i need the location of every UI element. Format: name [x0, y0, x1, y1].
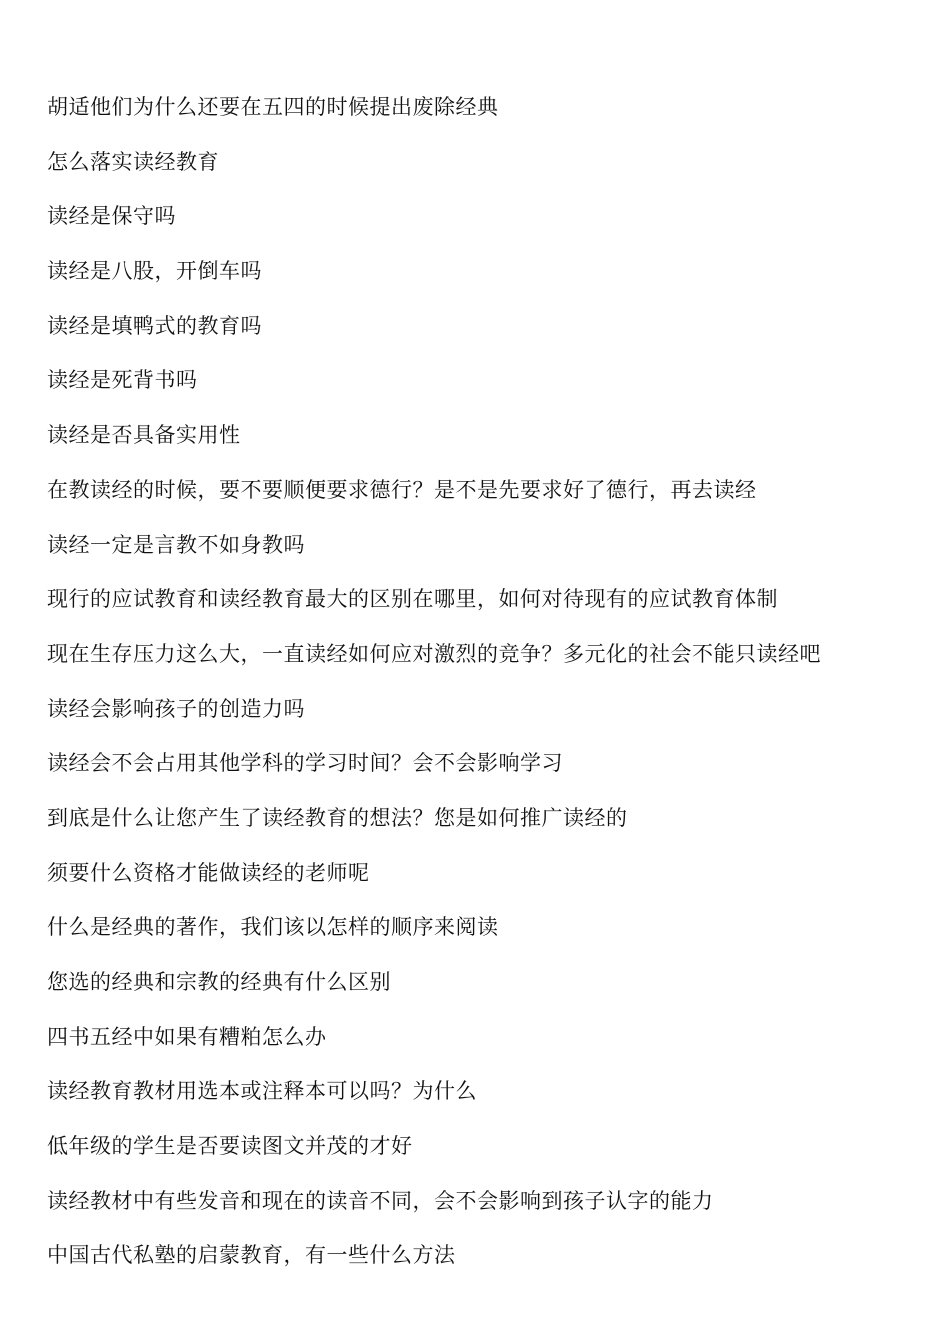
question-line: 低年级的学生是否要读图文并茂的才好 — [47, 1134, 413, 1159]
question-line: 读经一定是言教不如身教吗 — [47, 532, 305, 557]
question-line: 读经会不会占用其他学科的学习时间？会不会影响学习 — [47, 751, 563, 776]
question-line: 读经是八股，开倒车吗 — [47, 259, 262, 284]
question-line: 读经教材中有些发音和现在的读音不同，会不会影响到孩子认字的能力 — [47, 1188, 714, 1213]
question-line: 怎么落实读经教育 — [47, 149, 219, 174]
question-line: 读经会影响孩子的创造力吗 — [47, 696, 305, 721]
question-line: 胡适他们为什么还要在五四的时候提出废除经典 — [47, 95, 499, 119]
question-line: 读经是否具备实用性 — [47, 423, 241, 448]
question-line: 读经是死背书吗 — [47, 368, 198, 393]
question-line: 四书五经中如果有糟粕怎么办 — [47, 1024, 327, 1049]
question-line: 读经是填鸭式的教育吗 — [47, 313, 262, 338]
question-line: 到底是什么让您产生了读经教育的想法？您是如何推广读经的 — [47, 805, 628, 830]
question-line: 您选的经典和宗教的经典有什么区别 — [47, 970, 391, 994]
question-line: 须要什么资格才能做读经的老师呢 — [47, 860, 370, 885]
question-line: 读经是保守吗 — [47, 204, 176, 229]
question-line: 现在生存压力这么大，一直读经如何应对激烈的竞争？多元化的社会不能只读经吧 — [47, 641, 821, 666]
question-list — [47, 93, 907, 1296]
question-line: 什么是经典的著作，我们该以怎样的顺序来阅读 — [47, 915, 499, 940]
question-line: 现行的应试教育和读经教育最大的区别在哪里，如何对待现有的应试教育体制 — [47, 587, 778, 612]
question-line: 中国古代私塾的启蒙教育，有一些什么方法 — [47, 1243, 456, 1268]
question-line: 在教读经的时候，要不要顺便要求德行？是不是先要求好了德行，再去读经 — [47, 477, 757, 502]
question-line: 读经教育教材用选本或注释本可以吗？为什么 — [47, 1079, 477, 1104]
